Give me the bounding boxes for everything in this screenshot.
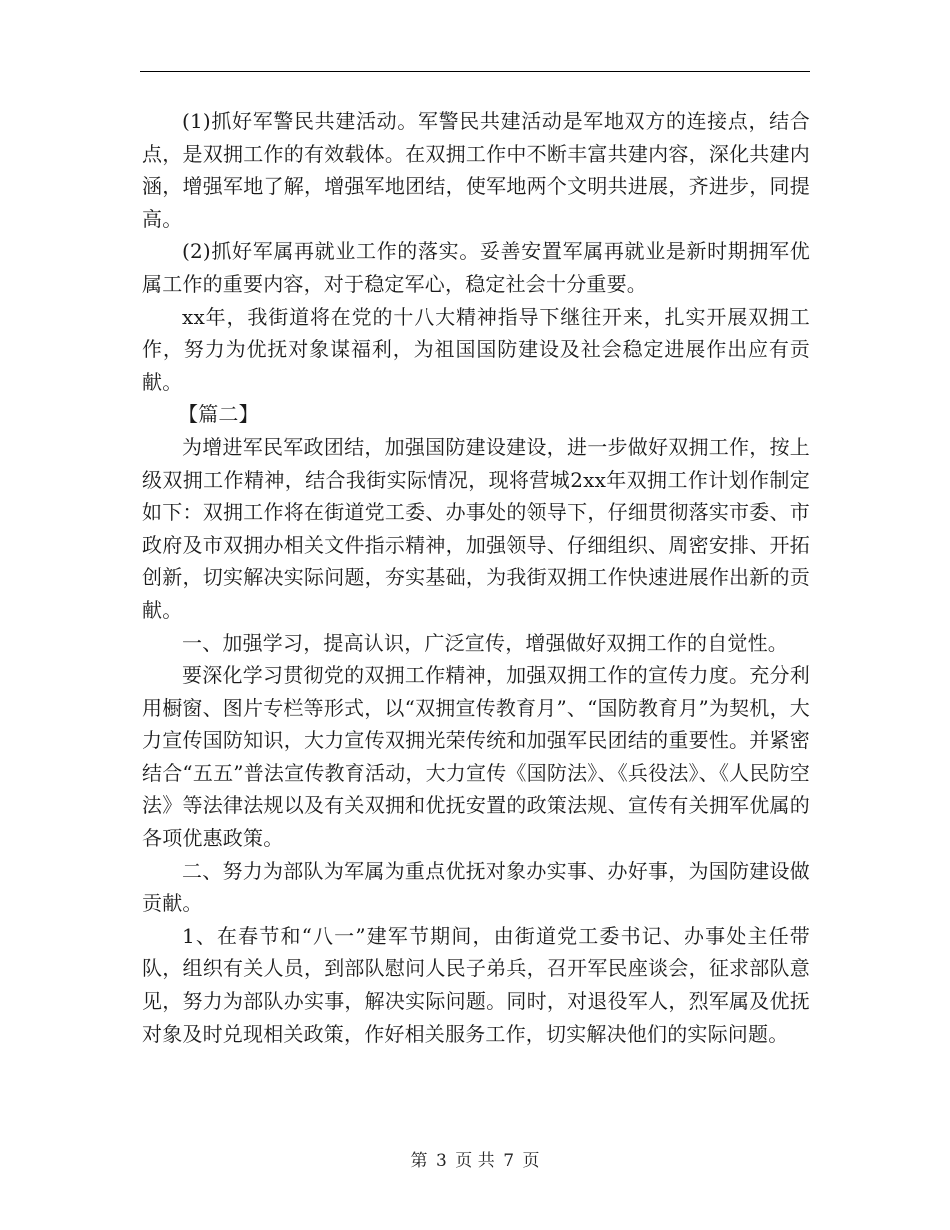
page-footer: [0, 1146, 950, 1171]
section-heading-part-two: 【篇二】: [178, 402, 259, 427]
footer-total-pages: 7: [503, 1151, 515, 1171]
header-rule: [140, 71, 810, 72]
footer-prefix: 第: [410, 1151, 428, 1171]
paragraph-holiday-visits: 1、在春节和“八一”建军节期间，由街道党工委书记、办事处主任带队，组织有关人员，到部队慰问人民子弟兵，召开军民座谈会，征求部队意见，努力为部队办实事，解决实际问题。同时，对退役军人，烈军属及优抚对象及时兑现相关政策，作好相关服务工作，切实解决他们的实际问题。: [142, 923, 810, 1046]
paragraph-military-police-civilian-co-construction: (1)抓好军警民共建活动。军警民共建活动是军地双方的连接点，结合点，是双拥工作的有效载体。在双拥工作中不断丰富共建内容，深化共建内涵，增强军地了解，增强军地团结，使军地两个文明共进展，齐进步，同提高。: [142, 109, 810, 231]
paragraph-plan-introduction: 为增进军民军政团结，加强国防建设建设，进一步做好双拥工作，按上级双拥工作精神，结合我街实际情况，现将营城2xx年双拥工作计划作制定如下：双拥工作将在街道党工委、办事处的领导下，仔细贯彻落实市委、市政府及市双拥办相关文件指示精神，加强领导、仔细组织、周密安排、开拓创新，切实解决实际问题，夯实基础，为我街双拥工作快速进展作出新的贡献。: [142, 434, 810, 622]
paragraph-yearly-outlook: xx年，我街道将在党的十八大精神指导下继往开来，扎实开展双拥工作，努力为优抚对象谋福利，为祖国国防建设及社会稳定进展作出应有贡献。: [142, 304, 810, 394]
footer-middle: 页 共: [455, 1151, 495, 1171]
footer-current-page: 3: [435, 1151, 447, 1171]
paragraph-publicity: 要深化学习贯彻党的双拥工作精神，加强双拥工作的宣传力度。充分利用橱窗、图片专栏等形式，以“双拥宣传教育月”、“国防教育月”为契机，大力宣传国防知识，大力宣传双拥光荣传统和加强军民团结的重要性。并紧密结合“五五”普法宣传教育活动，大力宣传《国防法》、《兵役法》、《人民防空法》等法律法规以及有关双拥和优抚安置的政策法规、宣传有关拥军优属的各项优惠政策。: [142, 663, 810, 851]
heading-strengthen-study: 一、加强学习，提高认识，广泛宣传，增强做好双拥工作的自觉性。: [182, 630, 788, 655]
footer-suffix: 页: [522, 1151, 540, 1171]
paragraph-military-family-reemployment: (2)抓好军属再就业工作的落实。妥善安置军属再就业是新时期拥军优属工作的重要内容，对于稳定军心，稳定社会十分重要。: [142, 239, 810, 296]
document-body: [142, 105, 810, 1050]
heading-serve-troops: 二、努力为部队为军属为重点优抚对象办实事、办好事，为国防建设做贡献。: [142, 858, 810, 916]
